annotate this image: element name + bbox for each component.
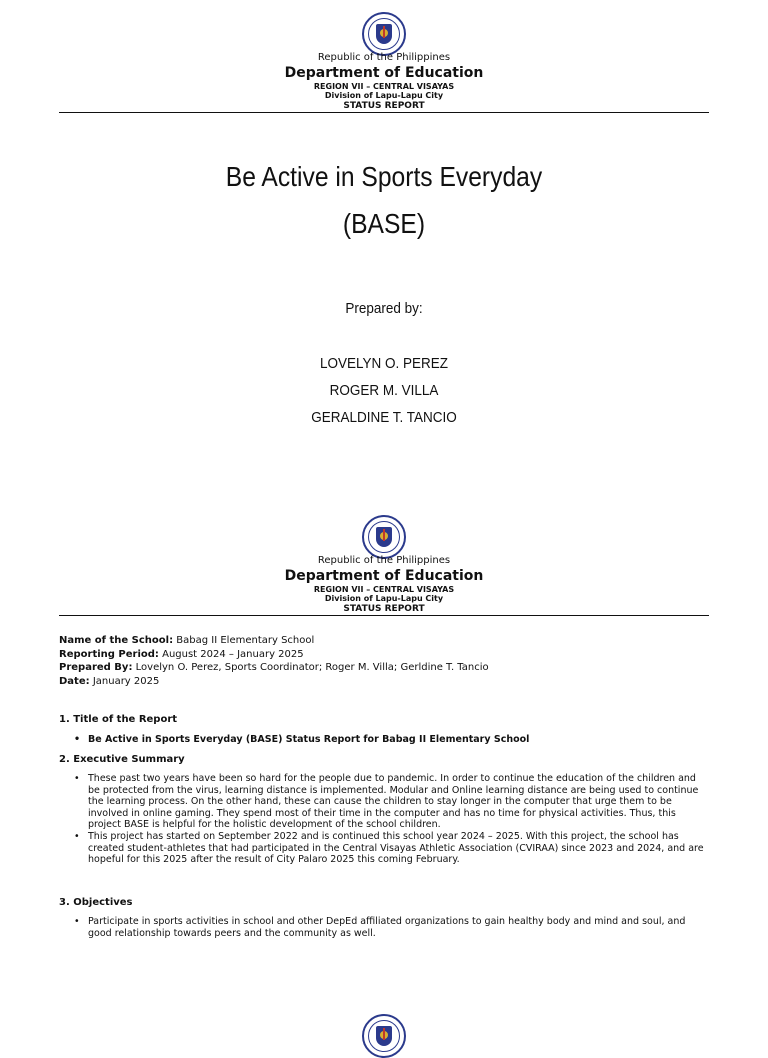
prepared-by-label: Prepared by: xyxy=(345,300,423,317)
deped-seal-logo xyxy=(362,12,406,56)
section-2-list xyxy=(74,773,710,866)
report-type: STATUS REPORT xyxy=(343,604,425,614)
republic-text: Republic of the Philippines xyxy=(317,52,451,63)
title-line-2: (BASE) xyxy=(342,208,426,239)
letterhead-top xyxy=(0,52,768,112)
department-name: Department of Education xyxy=(284,65,484,81)
department-name: Department of Education xyxy=(284,568,484,584)
section-1-list xyxy=(74,734,710,746)
section-heading-title: 1. Title of the Report xyxy=(59,714,178,725)
deped-seal-logo xyxy=(362,515,406,559)
list-item: • Be Active in Sports Everyday (BASE) Status Report for Babag II Elementary School xyxy=(74,734,710,746)
preparer-name: ROGER M. VILLA xyxy=(329,382,439,399)
header-divider xyxy=(59,615,709,616)
letterhead-second xyxy=(0,555,768,615)
deped-seal-logo xyxy=(362,1014,406,1058)
report-type: STATUS REPORT xyxy=(343,101,425,111)
cover-title-acronym xyxy=(0,207,768,241)
preparer-name: GERALDINE T. TANCIO xyxy=(311,409,457,426)
meta-period: Reporting Period: August 2024 – January 2025 xyxy=(59,648,304,660)
meta-date: Date: January 2025 xyxy=(59,675,160,687)
header-divider xyxy=(59,112,709,113)
region-text: REGION VII – CENTRAL VISAYAS xyxy=(313,82,455,91)
region-text: REGION VII – CENTRAL VISAYAS xyxy=(313,585,455,594)
republic-text: Republic of the Philippines xyxy=(317,555,451,566)
prepared-by-block xyxy=(0,300,768,317)
title-line-1: Be Active in Sports Everyday xyxy=(225,161,543,192)
list-item: • These past two years have been so hard for the people due to pandemic. In order to continue the education of the children and be protected from the virus, learning distance is implemented. Modular and Online learning distance are being used to continue the learning process. On the other hand, these can cause the children to stay longer in the computer that urge them to be involved in online gaming. They spend most of their time in the computer and has no time for physical activities. Thus, this project BASE is helpful for the holistic development of the school children. xyxy=(74,773,710,831)
preparers-list xyxy=(0,350,768,431)
meta-prepared: Prepared By: Lovelyn O. Perez, Sports Coordinator; Roger M. Villa; Gerldine T. Tancio xyxy=(59,662,489,673)
preparer-name: LOVELYN O. PEREZ xyxy=(319,355,449,372)
report-meta xyxy=(59,634,489,688)
division-text: Division of Lapu-Lapu City xyxy=(324,594,444,603)
cover-title xyxy=(0,160,768,194)
list-item: • This project has started on September 2022 and is continued this school year 2024 – 2025. With this project, the school has created student-athletes that had participated in the Central Visayas Athletic Association (CVIRAA) since 2023 and 2024, and are hopeful for this 2025 after the result of City Palaro 2025 this coming February. xyxy=(74,831,710,866)
list-item: • Participate in sports activities in school and other DepEd affiliated organizations to gain healthy body and mind and soul, and good relationship towards peers and the community as well. xyxy=(74,916,710,939)
section-heading-objectives: 3. Objectives xyxy=(59,897,133,908)
section-3-list xyxy=(74,916,710,939)
meta-school: Name of the School: Babag II Elementary School xyxy=(59,635,315,646)
division-text: Division of Lapu-Lapu City xyxy=(324,91,444,100)
section-heading-summary: 2. Executive Summary xyxy=(59,754,185,765)
